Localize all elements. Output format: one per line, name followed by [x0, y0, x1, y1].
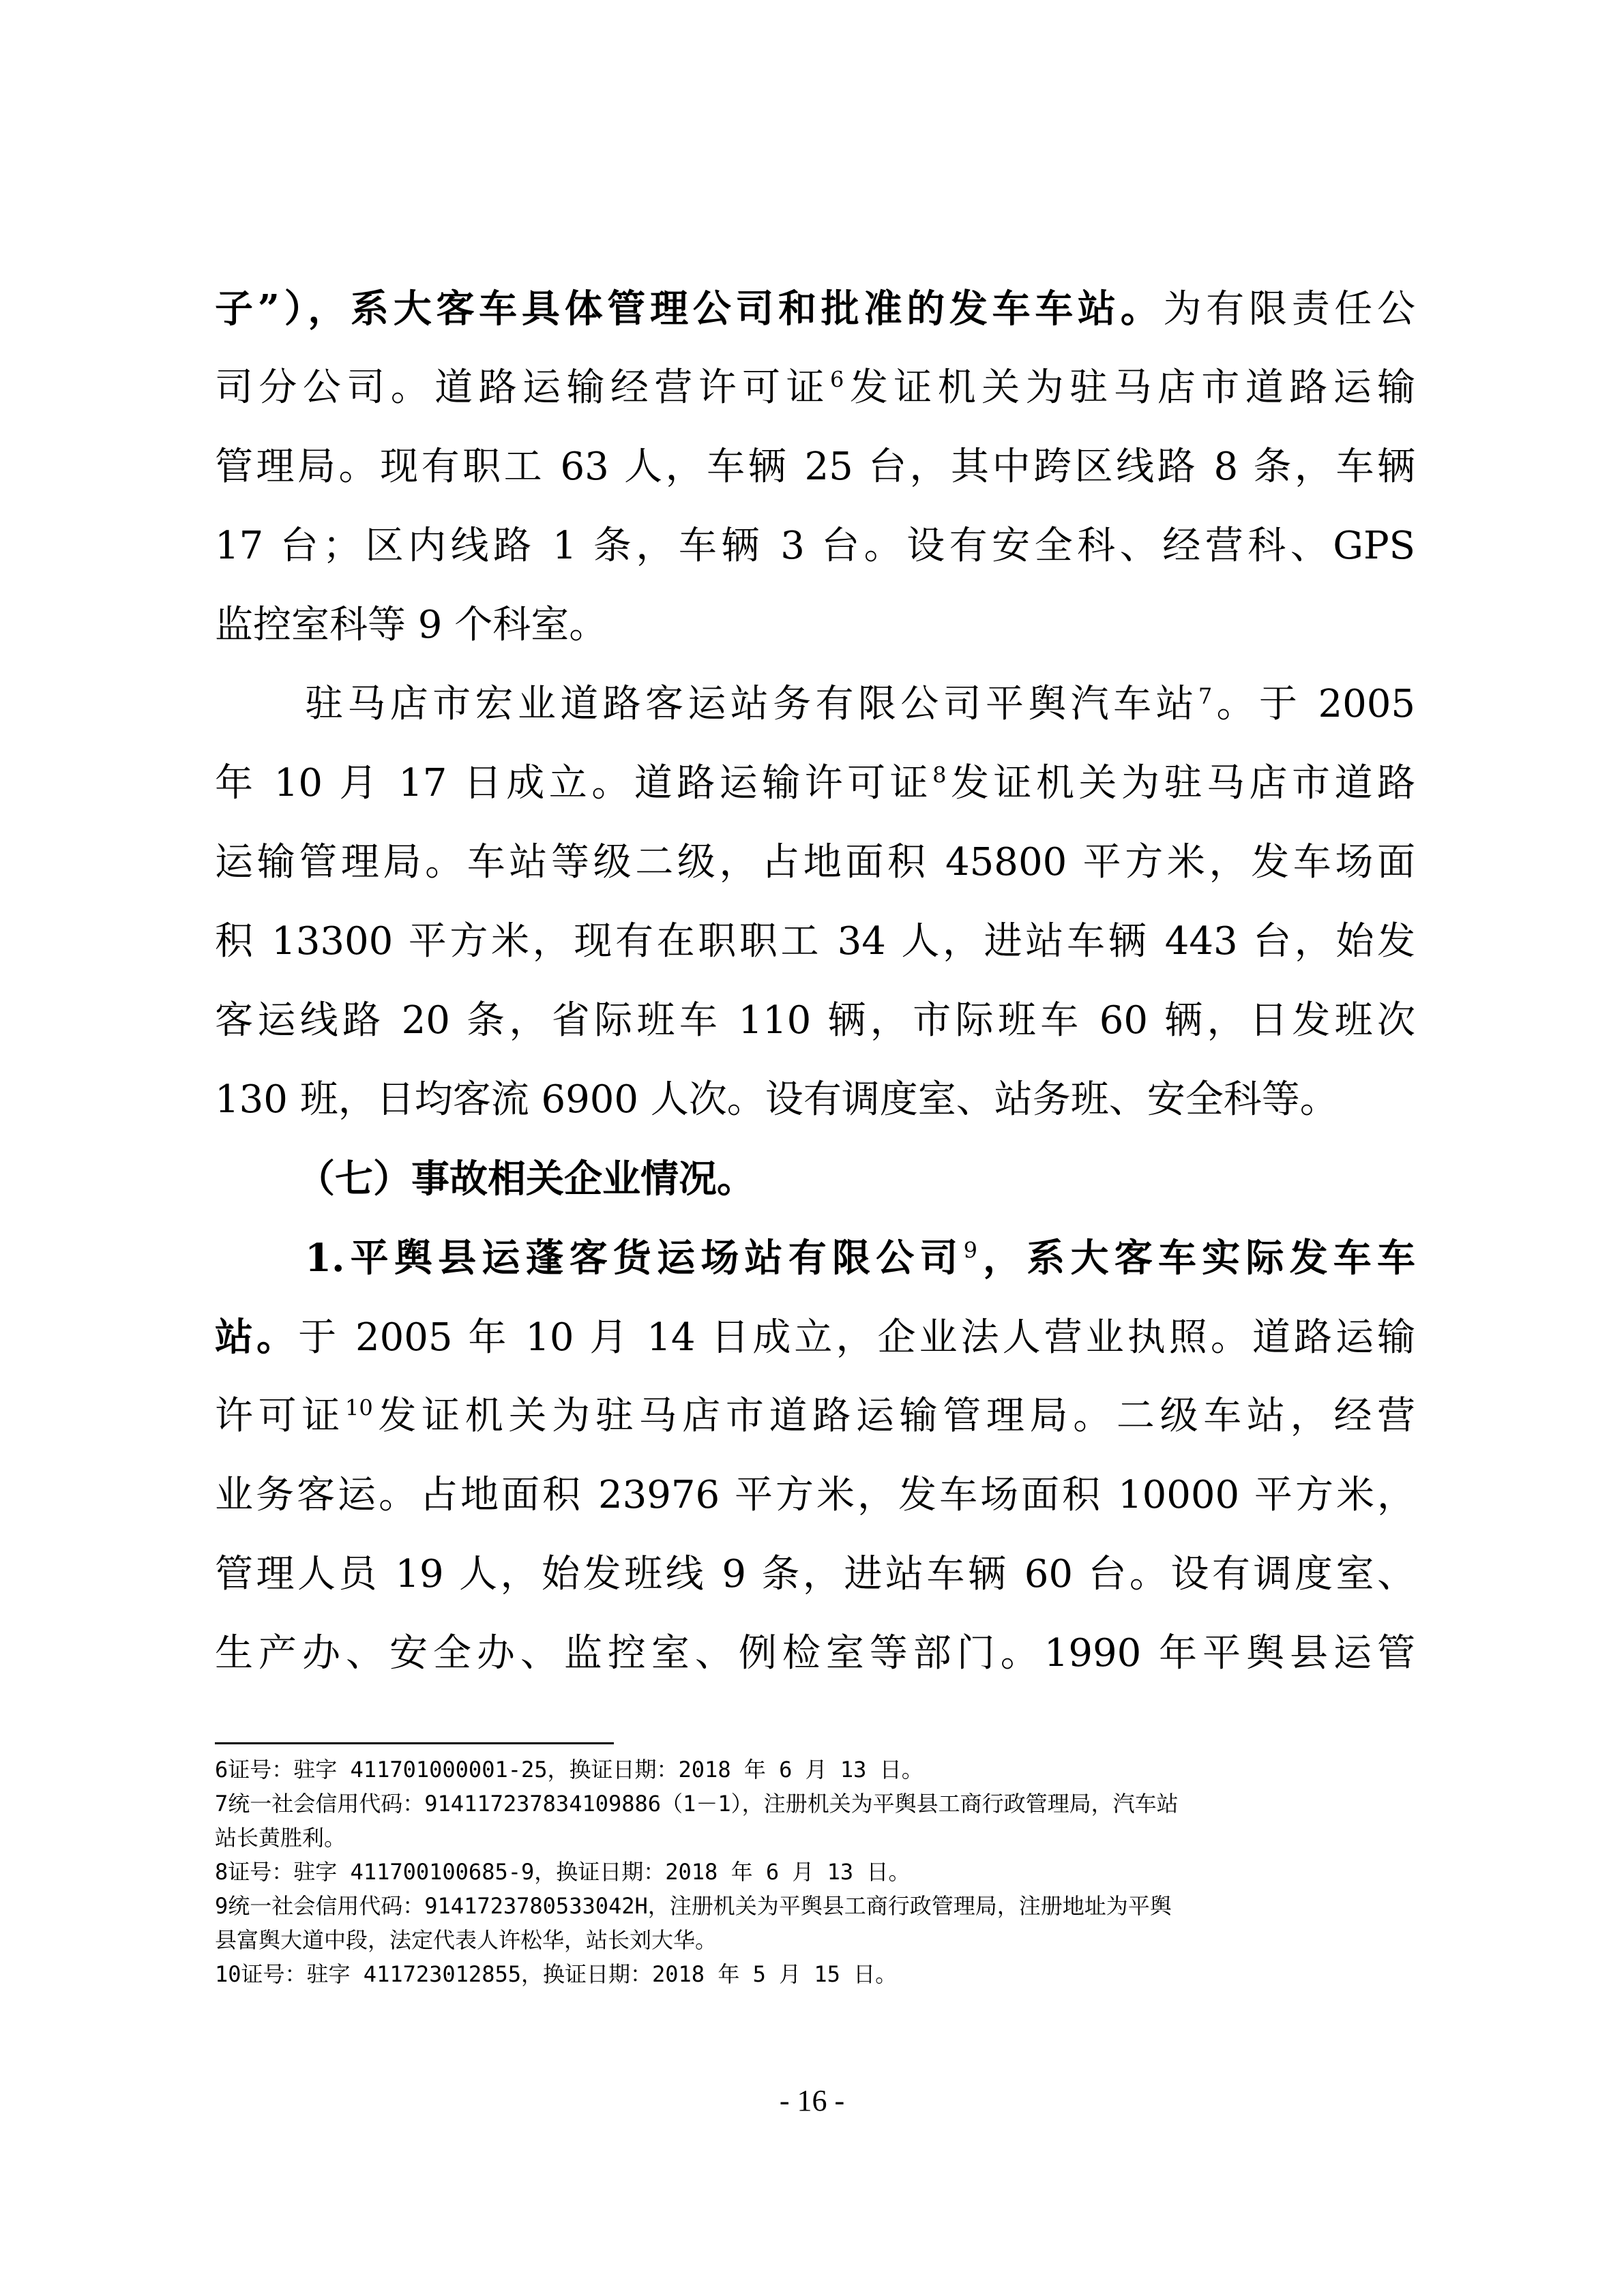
text-run: 发证机关为驻马店市道路运输 — [844, 366, 1416, 410]
paragraph-3-line-1 — [215, 1219, 1415, 1298]
text-run: 于 2005 年 10 月 14 日成立，企业法人营业执照。道路运输 — [298, 1315, 1416, 1360]
footnote-10: 10证号：驻字 411723012855，换证日期：2018 年 5 月 15 日。 — [215, 1961, 898, 1987]
paragraph-3-line-3 — [215, 1377, 1415, 1456]
text-run: 许可证 — [215, 1394, 346, 1438]
footnote-9-continued: 县富舆大道中段，法定代表人许松华，站长刘大华。 — [215, 1927, 718, 1953]
paragraph-2-line-2 — [215, 744, 1415, 823]
footnotes — [215, 1753, 1415, 1991]
footnote-8: 8证号：驻字 411700100685-9，换证日期：2018 年 6 月 13 日。 — [215, 1859, 911, 1885]
paragraph-1-line-2 — [215, 348, 1415, 428]
paragraph-1-line-4: 17 台；区内线路 1 条，车辆 3 台。设有安全科、经营科、GPS — [215, 524, 1415, 568]
footnote-ref: 8 — [932, 762, 947, 788]
paragraph-2-line-3: 运输管理局。车站等级二级，占地面积 45800 平方米，发车场面 — [215, 840, 1415, 884]
footnote-ref: 7 — [1198, 683, 1213, 709]
text-run: 发证机关为驻马店市道路运输管理局。二级车站，经营 — [372, 1394, 1415, 1438]
paragraph-2-line-1 — [215, 665, 1415, 744]
paragraph-1-line-3: 管理局。现有职工 63 人，车辆 25 台，其中跨区线路 8 条，车辆 — [215, 445, 1415, 489]
footnote-6: 6证号：驻字 411701000001-25，换证日期：2018 年 6 月 13 日。 — [215, 1757, 924, 1783]
section-heading: （七）事故相关企业情况。 — [297, 1157, 755, 1202]
bold-phrase: 站。 — [215, 1315, 299, 1360]
footnote-9: 9统一社会信用代码：9141723780533042H，注册机关为平舆县工商行政管理局，注册地址为平舆 — [215, 1893, 1172, 1919]
paragraph-3-line-6: 生产办、安全办、监控室、例检室等部门。1990 年平舆县运管 — [215, 1631, 1415, 1675]
paragraph-3-line-2 — [215, 1298, 1415, 1377]
body-text — [215, 269, 1415, 1693]
footnote-ref: 6 — [830, 366, 844, 393]
page-number: - 16 - — [779, 2084, 845, 2117]
text-run: 发证机关为驻马店市道路 — [946, 761, 1416, 805]
footnote-ref: 9 — [963, 1237, 977, 1264]
bold-phrase: 子”），系大客车具体管理公司和批准的发车车站。 — [215, 286, 1164, 331]
paragraph-2-line-4: 积 13300 平方米，现有在职职工 34 人，进站车辆 443 台，始发 — [215, 919, 1416, 964]
text-run: 驻马店市宏业道路客运站务有限公司平舆汽车站 — [305, 682, 1198, 726]
footnote-separator — [215, 1742, 614, 1744]
footnote-ref: 10 — [345, 1395, 373, 1421]
paragraph-2-line-5: 客运线路 20 条，省际班车 110 辆，市际班车 60 辆，日发班次 — [215, 998, 1415, 1043]
text-run: 。于 2005 — [1212, 682, 1415, 726]
paragraph-1-line-1 — [215, 269, 1415, 348]
text-run: 年 10 月 17 日成立。道路运输许可证 — [215, 761, 933, 805]
text-run: 为有限责任公 — [1163, 287, 1416, 331]
paragraph-2-line-6: 130 班，日均客流 6900 人次。设有调度室、站务班、安全科等。 — [215, 1077, 1338, 1122]
text-run: 司分公司。道路运输经营许可证 — [215, 366, 831, 410]
bold-phrase: ，系大客车实际发车车 — [977, 1236, 1416, 1281]
bold-phrase: 1.平舆县运蓬客货运场站有限公司 — [305, 1236, 964, 1281]
paragraph-1-line-5: 监控室科等 9 个科室。 — [215, 603, 608, 647]
paragraph-3-line-5: 管理人员 19 人，始发班线 9 条，进站车辆 60 台。设有调度室、 — [215, 1552, 1415, 1596]
paragraph-3-line-4: 业务客运。占地面积 23976 平方米，发车场面积 10000 平方米， — [215, 1473, 1415, 1517]
footnote-7-continued: 站长黄胜利。 — [215, 1825, 346, 1851]
footnote-7: 7统一社会信用代码：914117237834109886（1－1），注册机关为平舆县工商行政管理局，汽车站 — [215, 1791, 1179, 1817]
